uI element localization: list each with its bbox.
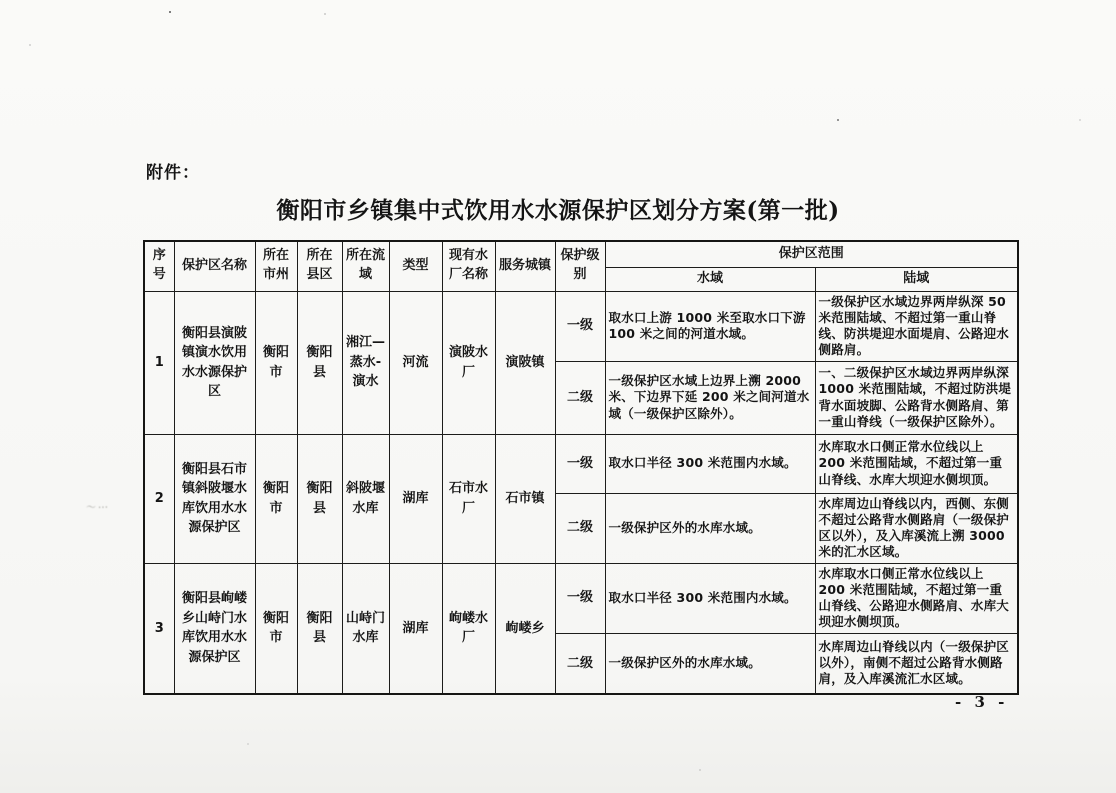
table-row-3-level-1 bbox=[144, 563, 1018, 633]
page-number: - 3 - bbox=[955, 693, 1009, 711]
col-header-zone-name: 保护区名称 bbox=[174, 241, 255, 291]
cell-county: 衡阳县 bbox=[297, 563, 342, 694]
cell-water-scope: 一级保护区水域上边界上溯 2000 米、下边界下延 200 米之间河道水域（一级保护区除外）。 bbox=[605, 361, 815, 434]
col-header-town: 服务城镇 bbox=[495, 241, 555, 291]
cell-plant: 岣嵝水厂 bbox=[442, 563, 495, 694]
cell-land-scope: 水库周边山脊线以内，西侧、东侧不超过公路背水侧路肩（一级保护区以外），及入库溪流上溯 3000 米的汇水区域。 bbox=[815, 493, 1018, 563]
cell-water-scope: 一级保护区外的水库水域。 bbox=[605, 633, 815, 694]
scan-smudge-artifact: 〜⋯ bbox=[85, 502, 111, 514]
cell-water-scope: 取水口半径 300 米范围内水域。 bbox=[605, 563, 815, 633]
col-header-water: 水域 bbox=[605, 267, 815, 291]
cell-city: 衡阳市 bbox=[255, 563, 297, 694]
cell-level: 二级 bbox=[555, 361, 605, 434]
table-header-row-1 bbox=[144, 241, 1018, 267]
cell-type: 湖库 bbox=[389, 563, 442, 694]
cell-type: 湖库 bbox=[389, 434, 442, 563]
col-header-county: 所在县区 bbox=[297, 241, 342, 291]
cell-zone-name: 衡阳县石市镇斜陂堰水库饮用水水源保护区 bbox=[174, 434, 255, 563]
cell-land-scope: 一级保护区水域边界两岸纵深 50 米范围陆域、不超过第一重山脊线、防洪堤迎水面堤肩、公路迎水侧路肩。 bbox=[815, 291, 1018, 361]
attachment-label: 附件： bbox=[146, 163, 200, 183]
cell-index: 2 bbox=[144, 434, 174, 563]
col-header-plant: 现有水厂名称 bbox=[442, 241, 495, 291]
col-header-index: 序号 bbox=[144, 241, 174, 291]
cell-basin: 斜陂堰水库 bbox=[342, 434, 389, 563]
col-header-level: 保护级别 bbox=[555, 241, 605, 291]
col-header-basin: 所在流域 bbox=[342, 241, 389, 291]
cell-level: 一级 bbox=[555, 434, 605, 493]
cell-zone-name: 衡阳县演陂镇演水饮用水水源保护区 bbox=[174, 291, 255, 434]
cell-plant: 演陂水厂 bbox=[442, 291, 495, 434]
protection-zone-table bbox=[143, 240, 1019, 695]
cell-land-scope: 水库取水口侧正常水位线以上 200 米范围陆域，不超过第一重山脊线、水库大坝迎水侧坝顶。 bbox=[815, 434, 1018, 493]
cell-county: 衡阳县 bbox=[297, 291, 342, 434]
cell-city: 衡阳市 bbox=[255, 434, 297, 563]
cell-water-scope: 一级保护区外的水库水域。 bbox=[605, 493, 815, 563]
cell-town: 石市镇 bbox=[495, 434, 555, 563]
col-header-scope: 保护区范围 bbox=[605, 241, 1018, 267]
cell-land-scope: 一、二级保护区水域边界两岸纵深 1000 米范围陆域，不超过防洪堤背水面坡脚、公路背水侧路肩、第一重山脊线（一级保护区除外）。 bbox=[815, 361, 1018, 434]
cell-basin: 山峙门水库 bbox=[342, 563, 389, 694]
cell-town: 演陂镇 bbox=[495, 291, 555, 434]
cell-city: 衡阳市 bbox=[255, 291, 297, 434]
cell-level: 一级 bbox=[555, 291, 605, 361]
cell-type: 河流 bbox=[389, 291, 442, 434]
cell-land-scope: 水库取水口侧正常水位线以上 200 米范围陆域，不超过第一重山脊线、公路迎水侧路肩、水库大坝迎水侧坝顶。 bbox=[815, 563, 1018, 633]
cell-water-scope: 取水口上游 1000 米至取水口下游 100 米之间的河道水域。 bbox=[605, 291, 815, 361]
cell-county: 衡阳县 bbox=[297, 434, 342, 563]
cell-level: 二级 bbox=[555, 633, 605, 694]
cell-index: 1 bbox=[144, 291, 174, 434]
page-title: 衡阳市乡镇集中式饮用水水源保护区划分方案(第一批) bbox=[276, 197, 840, 224]
col-header-type: 类型 bbox=[389, 241, 442, 291]
cell-town: 岣嵝乡 bbox=[495, 563, 555, 694]
cell-zone-name: 衡阳县岣嵝乡山峙门水库饮用水水源保护区 bbox=[174, 563, 255, 694]
table-row-1-level-1 bbox=[144, 291, 1018, 361]
cell-level: 一级 bbox=[555, 563, 605, 633]
table-row-2-level-1 bbox=[144, 434, 1018, 493]
cell-index: 3 bbox=[144, 563, 174, 694]
cell-water-scope: 取水口半径 300 米范围内水域。 bbox=[605, 434, 815, 493]
cell-basin: 湘江—蒸水-演水 bbox=[342, 291, 389, 434]
col-header-land: 陆域 bbox=[815, 267, 1018, 291]
cell-plant: 石市水厂 bbox=[442, 434, 495, 563]
col-header-city: 所在市州 bbox=[255, 241, 297, 291]
cell-land-scope: 水库周边山脊线以内（一级保护区以外），南侧不超过公路背水侧路肩，及入库溪流汇水区域。 bbox=[815, 633, 1018, 694]
cell-level: 二级 bbox=[555, 493, 605, 563]
